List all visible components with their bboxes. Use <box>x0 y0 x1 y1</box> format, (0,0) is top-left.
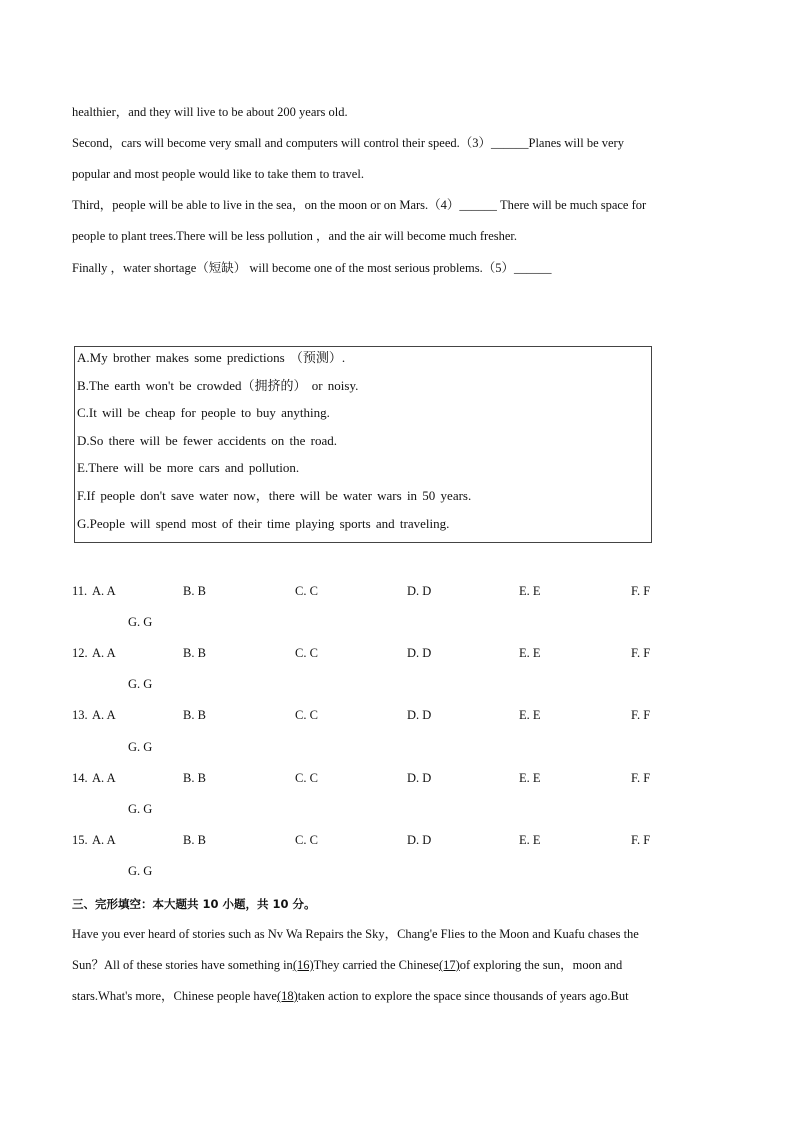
cloze-line <box>72 988 629 1004</box>
choice-b[interactable]: B. B <box>183 584 206 598</box>
choice-e[interactable]: E. E <box>519 833 541 847</box>
choice-d[interactable]: D. D <box>407 833 432 847</box>
choice-c[interactable]: C. C <box>295 833 318 847</box>
cloze-line <box>72 957 622 973</box>
choice-e[interactable]: E. E <box>519 646 541 660</box>
passage-line: popular and most people would like to take them to travel. <box>72 167 364 181</box>
question-number: 11. <box>72 584 88 598</box>
question-number: 15. <box>72 833 88 847</box>
choice-a[interactable]: A. A <box>92 646 116 660</box>
choice-e[interactable]: E. E <box>519 771 541 785</box>
cloze-text: Sun？All of these stories have something in <box>72 958 293 972</box>
choice-g[interactable]: G. G <box>128 740 153 754</box>
passage-line: Second，cars will become very small and computers will control their speed.（3）______Planes will be very <box>72 136 624 150</box>
choice-c[interactable]: C. C <box>295 771 318 785</box>
choice-f[interactable]: F. F <box>631 708 651 722</box>
choice-d[interactable]: D. D <box>407 708 432 722</box>
option-c: C.It will be cheap for people to buy anything. <box>77 405 330 420</box>
question-number: 13. <box>72 708 88 722</box>
choice-g[interactable]: G. G <box>128 802 153 816</box>
choice-a[interactable]: A. A <box>92 708 116 722</box>
choice-f[interactable]: F. F <box>631 584 651 598</box>
choice-a[interactable]: A. A <box>92 833 116 847</box>
option-f: F.If people don't save water now，there will be water wars in 50 years. <box>77 488 472 503</box>
choice-c[interactable]: C. C <box>295 584 318 598</box>
option-a: A.My brother makes some predictions （预测）. <box>77 350 346 365</box>
choice-b[interactable]: B. B <box>183 646 206 660</box>
option-d: D.So there will be fewer accidents on the road. <box>77 433 338 448</box>
cloze-text: stars.What's more，Chinese people have <box>72 989 277 1003</box>
passage-line: people to plant trees.There will be less pollution ，and the air will become much fresher. <box>72 229 518 243</box>
choice-c[interactable]: C. C <box>295 708 318 722</box>
options-box <box>74 346 652 543</box>
blank-18[interactable]: (18) <box>276 989 298 1003</box>
cloze-text: They carried the Chinese <box>313 958 439 972</box>
choice-f[interactable]: F. F <box>631 646 651 660</box>
passage-line: Finally ，water shortage（短缺） will become one of the most serious problems.（5）______ <box>72 261 552 275</box>
choice-g[interactable]: G. G <box>128 677 153 691</box>
choice-b[interactable]: B. B <box>183 771 206 785</box>
choice-d[interactable]: D. D <box>407 584 432 598</box>
section-heading: 三、完形填空：本大题共 10 小题，共 10 分。 <box>72 897 316 911</box>
question-number: 12. <box>72 646 88 660</box>
option-g: G.People will spend most of their time playing sports and traveling. <box>77 516 450 531</box>
choice-e[interactable]: E. E <box>519 584 541 598</box>
question-number: 14. <box>72 771 88 785</box>
choice-f[interactable]: F. F <box>631 833 651 847</box>
choice-a[interactable]: A. A <box>92 584 116 598</box>
option-b: B.The earth won't be crowded（拥挤的） or noisy. <box>77 378 359 393</box>
choice-b[interactable]: B. B <box>183 708 206 722</box>
passage-line: healthier，and they will live to be about 200 years old. <box>72 105 348 119</box>
blank-16[interactable]: (16) <box>292 958 314 972</box>
cloze-text: of exploring the sun，moon and <box>459 958 623 972</box>
choice-g[interactable]: G. G <box>128 615 153 629</box>
choice-d[interactable]: D. D <box>407 771 432 785</box>
cloze-line: Have you ever heard of stories such as Nv Wa Repairs the Sky，Chang'e Flies to the Moon and Kuafu chases the <box>72 927 639 941</box>
passage-line: Third，people will be able to live in the sea，on the moon or on Mars.（4）______ There will be much space for <box>72 198 647 212</box>
choice-c[interactable]: C. C <box>295 646 318 660</box>
choice-d[interactable]: D. D <box>407 646 432 660</box>
choice-a[interactable]: A. A <box>92 771 116 785</box>
choice-b[interactable]: B. B <box>183 833 206 847</box>
choice-g[interactable]: G. G <box>128 864 153 878</box>
blank-17[interactable]: (17) <box>438 958 460 972</box>
choice-e[interactable]: E. E <box>519 708 541 722</box>
option-e: E.There will be more cars and pollution. <box>77 460 300 475</box>
choice-f[interactable]: F. F <box>631 771 651 785</box>
cloze-text: taken action to explore the space since thousands of years ago.But <box>297 989 629 1003</box>
